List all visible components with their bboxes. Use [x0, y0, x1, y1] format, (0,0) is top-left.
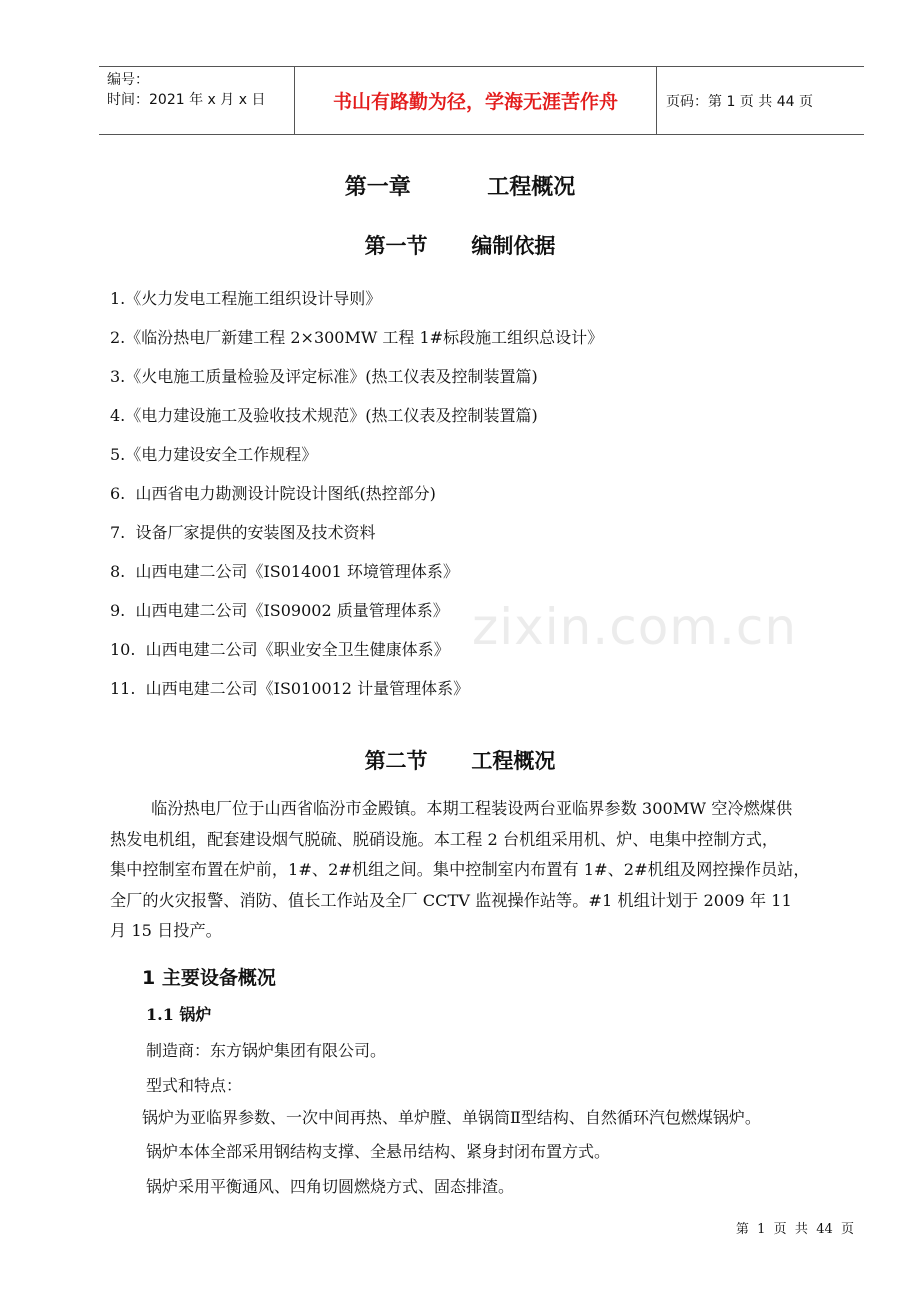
chapter-title: 第一章 工程概况 [344, 175, 576, 200]
document-time: 时间：2021 年 x 月 x 日 [107, 92, 266, 108]
watermark: zixin.com.cn [472, 598, 798, 656]
reference-item: 5.《电力建设安全工作规程》 [110, 445, 318, 464]
reference-item: 8. 山西电建二公司《IS014001 环境管理体系》 [110, 562, 459, 581]
reference-item: 3.《火电施工质量检验及评定标准》(热工仪表及控制装置篇) [110, 367, 538, 386]
header-table [99, 66, 864, 135]
section2-title: 第二节 工程概况 [364, 749, 556, 773]
header-page-info: 页码：第 1 页 共 44 页 [666, 93, 813, 110]
boiler-feature-line: 锅炉为亚临界参数、一次中间再热、单炉膛、单锅筒Ⅱ型结构、自然循环汽包燃煤锅炉。 [142, 1108, 761, 1127]
overview-paragraph [110, 794, 862, 947]
overview-line: 月 15 日投产。 [110, 921, 222, 940]
section1-title: 第一节 编制依据 [364, 234, 556, 258]
page-footer: 第 1 页 共 44 页 [735, 1222, 854, 1237]
reference-item: 10. 山西电建二公司《职业安全卫生健康体系》 [110, 640, 450, 659]
header-meta-cell [99, 67, 295, 134]
reference-item: 4.《电力建设施工及验收技术规范》(热工仪表及控制装置篇) [110, 406, 538, 425]
boiler-type-label: 型式和特点： [146, 1076, 243, 1095]
reference-item: 11. 山西电建二公司《IS010012 计量管理体系》 [110, 679, 470, 698]
reference-item: 9. 山西电建二公司《IS09002 质量管理体系》 [110, 601, 449, 620]
overview-line: 热发电机组，配套建设烟气脱硫、脱硝设施。本工程 2 台机组采用机、炉、电集中控制方式， [110, 829, 779, 849]
boiler-feature-line: 锅炉采用平衡通风、四角切圆燃烧方式、固态排渣。 [146, 1177, 515, 1196]
reference-item: 6. 山西省电力勘测设计院设计图纸(热控部分) [110, 484, 436, 503]
boiler-manufacturer: 制造商：东方锅炉集团有限公司。 [146, 1041, 387, 1060]
reference-item: 2.《临汾热电厂新建工程 2×300MW 工程 1#标段施工组织总设计》 [110, 328, 604, 347]
document-number-label: 编号： [107, 72, 149, 88]
reference-item: 1.《火力发电工程施工组织设计导则》 [110, 289, 382, 308]
subheading-boiler: 1.1 锅炉 [146, 1005, 212, 1024]
reference-item: 7. 设备厂家提供的安装图及技术资料 [110, 523, 376, 542]
overview-line: 临汾热电厂位于山西省临汾市金殿镇。本期工程装设两台亚临界参数 300MW 空冷燃煤供 [110, 799, 793, 818]
boiler-feature-line: 锅炉本体全部采用钢结构支撑、全悬吊结构、紧身封闭布置方式。 [146, 1142, 611, 1161]
subheading-main-equipment: 1 主要设备概况 [142, 967, 276, 989]
overview-line: 集中控制室布置在炉前，1#、2#机组之间。集中控制室内布置有 1#、2#机组及网控操作员站， [110, 860, 810, 879]
header-motto: 书山有路勤为径，学海无涯苦作舟 [295, 67, 657, 134]
overview-line: 全厂的火灾报警、消防、值长工作站及全厂 CCTV 监视操作站等。#1 机组计划于 2009 年 11 [110, 890, 792, 910]
